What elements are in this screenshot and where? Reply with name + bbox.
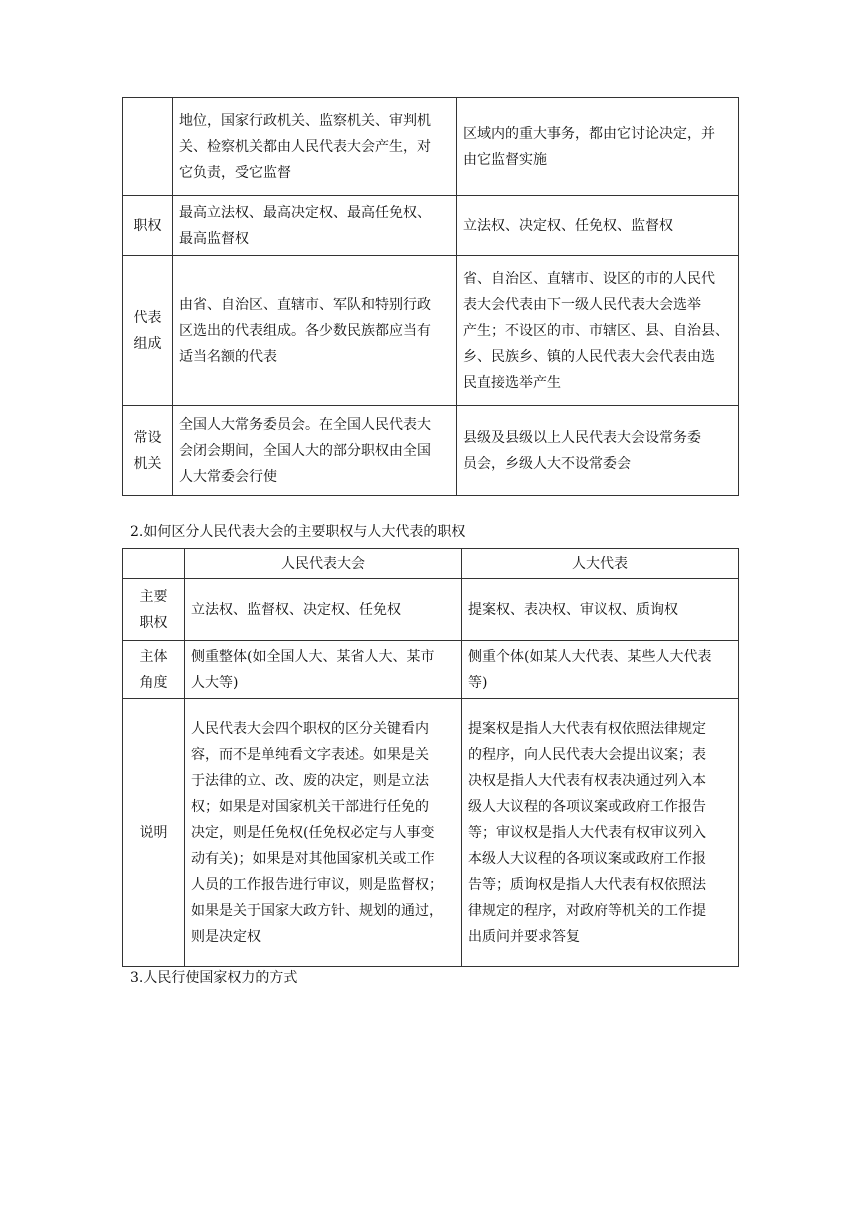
text-line: 组成	[133, 335, 162, 352]
text-line: 级人大议程的各项议案或政府工作报告	[468, 798, 706, 815]
text-line: 立法权、决定权、任免权、监督权	[463, 217, 673, 234]
text-line: 于法律的立、改、废的决定，则是立法	[191, 772, 429, 789]
text-line: 主体	[139, 648, 168, 665]
table2-body	[123, 579, 739, 967]
table-row	[123, 641, 739, 699]
text-line: 产生；不设区的市、市辖区、县、自治县、	[463, 322, 729, 339]
table-row	[123, 98, 739, 196]
content-cell-left	[173, 256, 457, 406]
comparison-table-1	[122, 97, 739, 496]
text-line: 决权是指人大代表有权表决通过列入本	[468, 772, 706, 789]
content-cell-left	[173, 196, 457, 256]
text-line: 代表	[133, 309, 162, 326]
text-line: 说明	[139, 824, 168, 841]
text-line: 如果是关于国家大政方针、规划的通过，	[191, 902, 443, 919]
text-line: 常设	[133, 429, 162, 446]
text-line: 地位，国家行政机关、监察机关、审判机	[179, 112, 431, 129]
row-label-cell	[123, 579, 185, 641]
text-line: 最高监督权	[179, 230, 249, 247]
row-label-cell	[123, 406, 173, 496]
table2-header-row	[123, 549, 739, 579]
content-cell-left	[173, 406, 457, 496]
table-row	[123, 699, 739, 967]
text-line: 权；如果是对国家机关干部进行任免的	[191, 798, 429, 815]
text-line: 等)	[468, 674, 488, 691]
row-label-cell	[123, 641, 185, 699]
text-line: 人大常委会行使	[179, 468, 277, 485]
text-line: 关、检察机关都由人民代表大会产生，对	[179, 138, 431, 155]
text-line: 的程序，向人民代表大会提出议案；表	[468, 746, 706, 763]
text-line: 职权	[133, 217, 162, 234]
text-line: 省、自治区、直辖市、设区的市的人民代	[463, 270, 715, 287]
text-line: 人大等)	[191, 674, 239, 691]
text-line: 区选出的代表组成。各少数民族都应当有	[179, 322, 431, 339]
text-line: 出质问并要求答复	[468, 928, 580, 945]
text-line: 适当名额的代表	[179, 348, 277, 365]
text-line: 侧重个体(如某人大代表、某些人大代表	[468, 648, 712, 665]
content-cell-left	[185, 641, 462, 699]
row-label-cell	[123, 256, 173, 406]
text-line: 由它监督实施	[463, 151, 547, 168]
comparison-table-2	[122, 548, 739, 967]
table-row	[123, 256, 739, 406]
content-cell-right	[462, 641, 739, 699]
text-line: 则是决定权	[191, 928, 261, 945]
text-line: 职权	[139, 614, 168, 631]
content-cell-right	[457, 406, 739, 496]
text-line: 表大会代表由下一级人民代表大会选举	[463, 296, 701, 313]
text-line: 民直接选举产生	[463, 374, 561, 391]
content-cell-left	[185, 579, 462, 641]
section-heading-3: 3.人民行使国家权力的方式	[130, 970, 298, 986]
text-line: 本级人大议程的各项议案或政府工作报	[468, 850, 706, 867]
text-line: 机关	[133, 455, 162, 472]
text-line: 人民代表大会四个职权的区分关键看内	[191, 720, 429, 737]
text-line: 人员的工作报告进行审议，则是监督权；	[191, 876, 443, 893]
table2-header-right: 人大代表	[462, 549, 739, 579]
text-line: 县级及县级以上人民代表大会设常务委	[463, 429, 701, 446]
text-line: 员会，乡级人大不设常委会	[463, 455, 631, 472]
text-line: 主要	[139, 588, 168, 605]
text-line: 决定，则是任免权(任免权必定与人事变	[191, 824, 435, 841]
row-label-cell	[123, 699, 185, 967]
text-line: 会闭会期间，全国人大的部分职权由全国	[179, 442, 431, 459]
table-row	[123, 579, 739, 641]
text-line: 容，而不是单纯看文字表述。如果是关	[191, 746, 429, 763]
text-line: 提案权是指人大代表有权依照法律规定	[468, 720, 706, 737]
table1-body	[123, 98, 739, 496]
table-row	[123, 406, 739, 496]
row-label-cell	[123, 98, 173, 196]
section-heading-2: 2.如何区分人民代表大会的主要职权与人大代表的职权	[130, 524, 466, 540]
row-label-cell	[123, 196, 173, 256]
content-cell-right	[462, 699, 739, 967]
table2-header-left: 人民代表大会	[185, 549, 462, 579]
content-cell-right	[457, 256, 739, 406]
text-line: 等；审议权是指人大代表有权审议列入	[468, 824, 706, 841]
text-line: 立法权、监督权、决定权、任免权	[191, 601, 401, 618]
text-line: 全国人大常务委员会。在全国人民代表大	[179, 416, 431, 433]
text-line: 角度	[139, 674, 168, 691]
table-row	[123, 196, 739, 256]
text-line: 区域内的重大事务，都由它讨论决定，并	[463, 125, 715, 142]
text-line: 律规定的程序，对政府等机关的工作提	[468, 902, 706, 919]
text-line: 动有关)；如果是对其他国家机关或工作	[191, 850, 435, 867]
text-line: 乡、民族乡、镇的人民代表大会代表由选	[463, 348, 715, 365]
content-cell-right	[457, 98, 739, 196]
text-line: 告等；质询权是指人大代表有权依照法	[468, 876, 706, 893]
content-cell-right	[462, 579, 739, 641]
text-line: 它负责，受它监督	[179, 164, 291, 181]
content-cell-right	[457, 196, 739, 256]
table2-header-empty	[123, 549, 185, 579]
text-line: 由省、自治区、直辖市、军队和特别行政	[179, 296, 431, 313]
content-cell-left	[185, 699, 462, 967]
content-cell-left	[173, 98, 457, 196]
text-line: 提案权、表决权、审议权、质询权	[468, 601, 678, 618]
text-line: 最高立法权、最高决定权、最高任免权、	[179, 204, 431, 221]
text-line: 侧重整体(如全国人大、某省人大、某市	[191, 648, 435, 665]
